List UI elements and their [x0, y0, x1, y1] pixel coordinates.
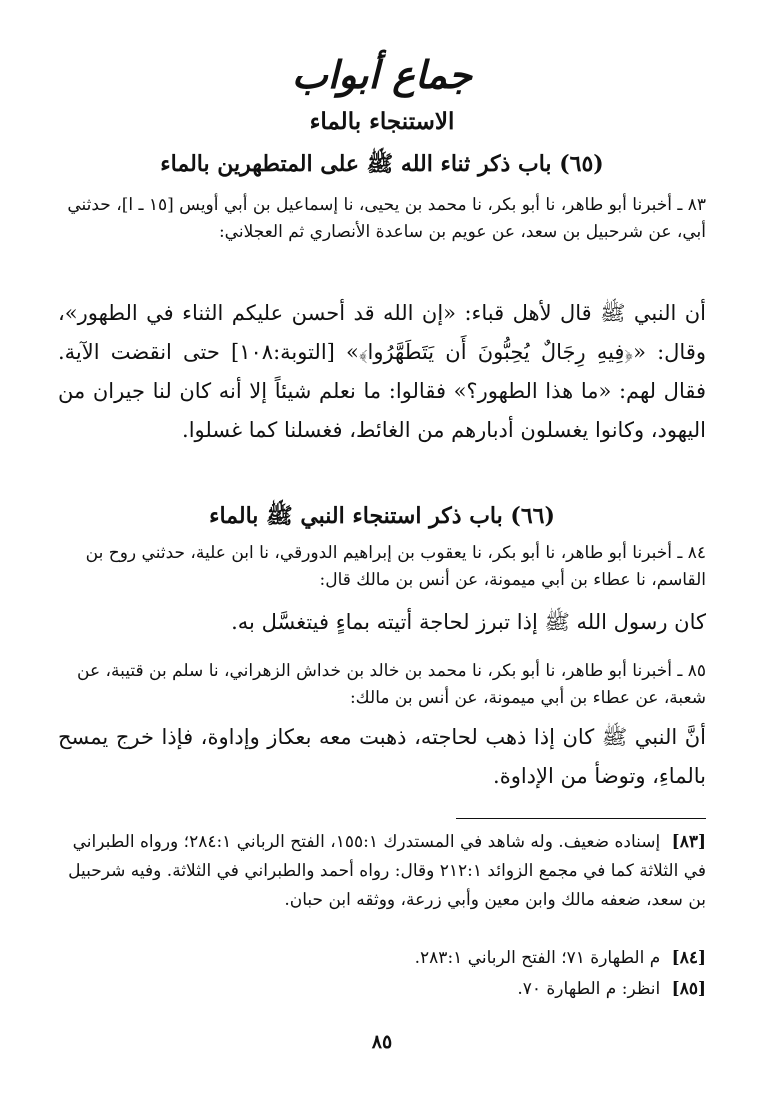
chapter-65-title: (٦٥) باب ذكر ثناء الله ﷺ على المتطهرين بالماء — [160, 151, 604, 177]
footnote-83-number: [٨٣] — [671, 832, 706, 852]
footnote-84 — [58, 944, 706, 973]
hadith-83-isnad: ٨٣ ـ أخبرنا أبو طاهر، نا أبو بكر، نا محمد بن يحيى، نا إسماعيل بن أبي أويس [١٥ ـ ا]، حدثني أبي، عن شرحبيل بن سعد، عن عويم بن ساعدة الأنصاري ثم العجلاني: — [67, 195, 706, 242]
footnote-83-text: إسناده ضعيف. وله شاهد في المستدرك ١٥٥:١، الفتح الرباني ٢٨٤:١؛ ورواه الطبراني في الثلاثة كما في مجمع الزوائد ٢١٢:١ وقال: رواه أحمد والطبراني في الثلاثة. وفيه شرحبيل بن سعد، ضعفه مالك وابن معين وأبي زرعة، ووثقه ابن حبان. — [68, 832, 706, 910]
hadith-85-matn: أنَّ النبي ﷺ كان إذا ذهب لحاجته، ذهبت معه بعكاز وإداوة، فإذا خرج يمسح بالماءِ، وتوضأ من الإداوة. — [58, 725, 706, 788]
section-title: الاستنجاء بالماء — [309, 108, 455, 135]
footnote-divider — [456, 818, 706, 819]
footnote-85-text: انظر: م الطهارة ٧٠. — [517, 979, 661, 999]
hadith-85-isnad: ٨٥ ـ أخبرنا أبو طاهر، نا أبو بكر، نا محمد بن خالد بن خداش الزهراني، نا سلم بن قتيبة، عن شعبة، عن عطاء بن أبي ميمونة، عن أنس بن مالك: — [77, 661, 706, 708]
hadith-83-matn: أن النبي ﷺ قال لأهل قباء: «إن الله قد أحسن عليكم الثناء في الطهور»، وقال: «﴿فِيهِ رِجَالٌ يُحِبُّونَ أَن يَتَطَهَّرُوا﴾» [التوبة:١٠٨] حتى انقضت الآية. فقال لهم: «ما هذا الطهور؟» فقالوا: ما نعلم شيئاً إلا أنه كان لنا جيران من اليهود، وكانوا يغسلون أدبارهم من الغائط، فغسلنا كما غسلوا. — [58, 301, 707, 442]
footnote-85 — [58, 975, 706, 1004]
footnote-83 — [58, 828, 706, 915]
footnote-85-number: [٨٥] — [671, 979, 706, 999]
hadith-84-matn: كان رسول الله ﷺ إذا تبرز لحاجة أتيته بماءٍ فيتغسَّل به. — [231, 610, 706, 634]
chapter-66-title: (٦٦) باب ذكر استنجاء النبي ﷺ بالماء — [209, 503, 555, 529]
footnote-84-text: م الطهارة ٧١؛ الفتح الرباني ٢٨٣:١. — [414, 948, 661, 968]
hadith-84-isnad: ٨٤ ـ أخبرنا أبو طاهر، نا أبو بكر، نا يعقوب بن إبراهيم الدورقي، نا ابن علية، حدثني روح بن القاسم، نا عطاء بن أبي ميمونة، عن أنس بن مالك قال: — [85, 543, 706, 590]
footnote-84-number: [٨٤] — [671, 948, 706, 968]
page-number: ٨٥ — [371, 1031, 393, 1053]
part-title: جماع أبواب — [291, 52, 473, 97]
